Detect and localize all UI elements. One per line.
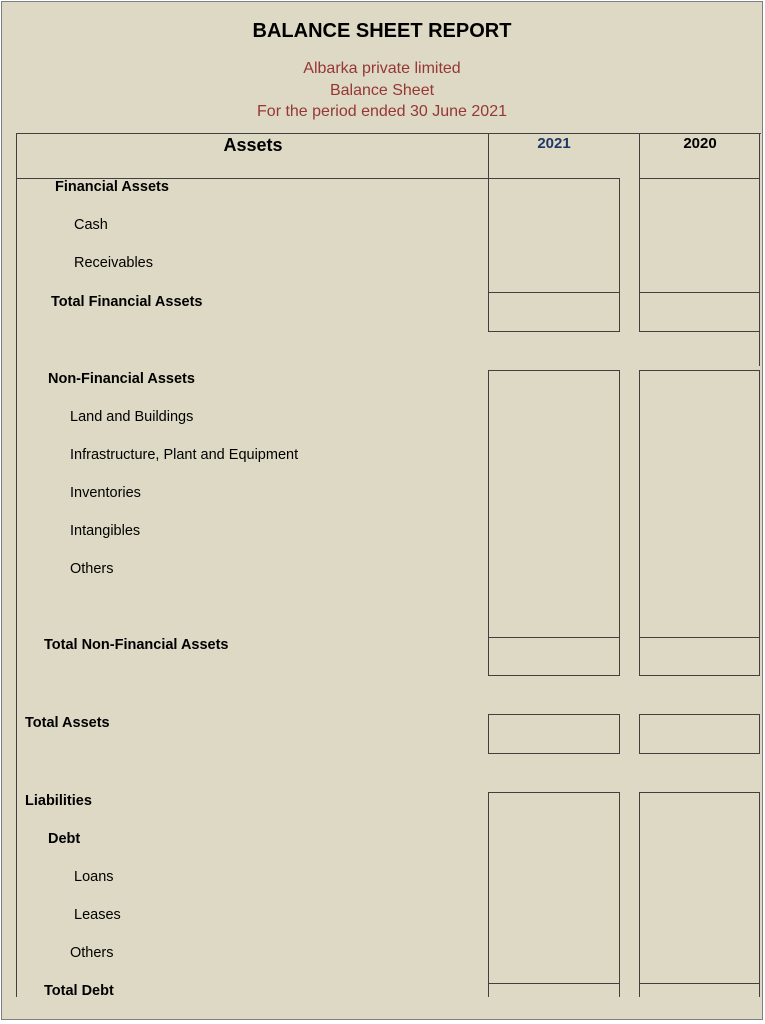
year-2020-header: 2020 [683, 135, 717, 152]
row-others-nfa: Others [70, 561, 114, 577]
row-total-financial-assets: Total Financial Assets [51, 294, 203, 310]
liabilities-2020-cell [639, 792, 760, 984]
table-top-border [16, 133, 761, 134]
total-financial-assets-2020-cell [639, 292, 760, 332]
row-liabilities: Liabilities [25, 793, 92, 809]
total-debt-2021-cell [488, 983, 620, 997]
total-non-financial-assets-2020-cell [639, 637, 760, 676]
table-left-border [16, 133, 17, 997]
liabilities-2021-cell [488, 792, 620, 984]
row-cash: Cash [74, 217, 108, 233]
row-infrastructure: Infrastructure, Plant and Equipment [70, 447, 299, 463]
row-total-non-financial-assets: Total Non-Financial Assets [44, 637, 229, 653]
row-intangibles: Intangibles [70, 523, 141, 539]
total-assets-2021-cell [488, 714, 620, 754]
period-label: For the period ended 30 June 2021 [257, 103, 507, 120]
row-debt: Debt [48, 831, 81, 847]
row-non-financial-assets: Non-Financial Assets [48, 371, 195, 387]
financial-assets-2021-cell [488, 178, 620, 293]
total-financial-assets-2021-cell [488, 292, 620, 332]
row-total-debt: Total Debt [44, 983, 114, 997]
row-inventories: Inventories [70, 485, 141, 501]
row-land-buildings: Land and Buildings [70, 409, 194, 425]
statement-name: Balance Sheet [329, 82, 435, 99]
non-financial-assets-2021-cell [488, 370, 620, 638]
balance-sheet-page [1, 1, 763, 1020]
company-name: Albarka private limited [303, 60, 461, 77]
report-title: BALANCE SHEET REPORT [252, 20, 512, 42]
row-loans: Loans [74, 869, 114, 885]
total-non-financial-assets-2021-cell [488, 637, 620, 676]
assets-column-header: Assets [223, 135, 283, 155]
row-total-assets: Total Assets [25, 715, 110, 731]
row-others-debt: Others [70, 945, 114, 961]
row-leases: Leases [74, 907, 121, 923]
row-receivables: Receivables [74, 255, 153, 271]
year-2021-header: 2021 [537, 135, 571, 152]
financial-assets-2020-cell [639, 178, 760, 293]
row-financial-assets: Financial Assets [55, 179, 169, 195]
total-assets-2020-cell [639, 714, 760, 754]
non-financial-assets-2020-cell [639, 370, 760, 638]
total-debt-2020-cell [639, 983, 760, 997]
